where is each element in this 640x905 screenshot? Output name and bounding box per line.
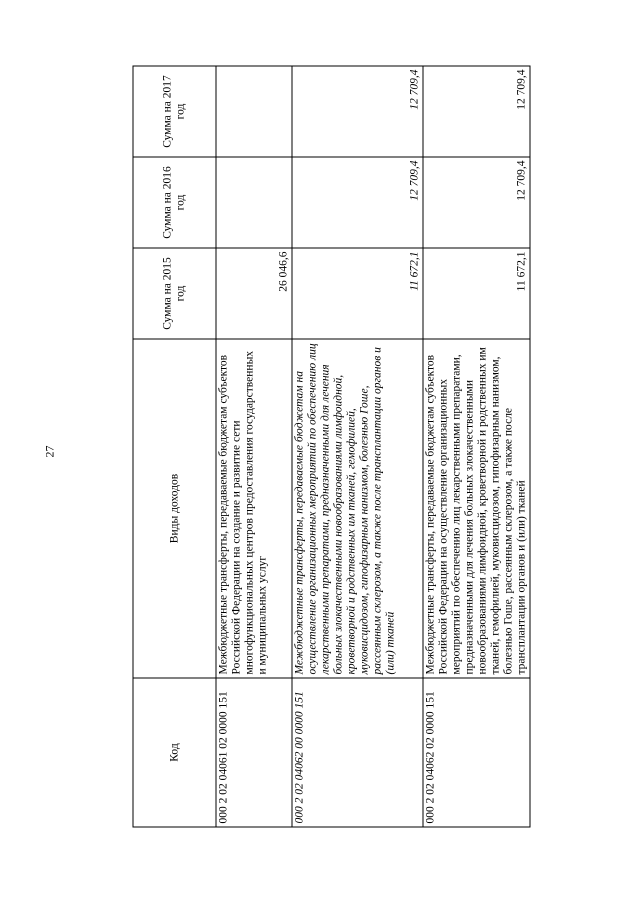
table-row [292, 66, 423, 827]
cell-code: 000 2 02 04062 00 0000 151 [292, 678, 423, 827]
cell-sum-2016: 12 709,4 [423, 157, 530, 248]
table-row [423, 66, 530, 827]
cell-code: 000 2 02 04061 02 0000 151 [216, 678, 292, 827]
header-sum-2017: Сумма на 2017 год [133, 66, 216, 157]
header-code: Код [133, 678, 216, 827]
cell-sum-2017: 12 709,4 [292, 66, 423, 157]
header-income-type: Виды доходов [133, 339, 216, 678]
table-header-row [133, 66, 216, 827]
table-row [216, 66, 292, 827]
cell-sum-2017: 12 709,4 [423, 66, 530, 157]
rotated-table-container [132, 69, 527, 828]
cell-code: 000 2 02 04062 02 0000 151 [423, 678, 530, 827]
cell-sum-2016 [216, 157, 292, 248]
header-sum-2016: Сумма на 2016 год [133, 157, 216, 248]
cell-income-type: Межбюджетные трансферты, передаваемые бюджетам субъектов Российской Федерации на создание и развитие сети многофункциональных центров предоставления государственных и муниципальных услуг [216, 339, 292, 678]
cell-sum-2017 [216, 66, 292, 157]
cell-sum-2016: 12 709,4 [292, 157, 423, 248]
cell-income-type: Межбюджетные трансферты, передаваемые бюджетам на осуществление организационных мероприятий по обеспечению лиц лекарственными препаратами, предназначенными для лечения больных злокачественными новообразованиями лимфоидной, кроветворной и родственных им тканей, гемофилией, муковисцидозом, гипофизарным нанизмом, болезнью Гоше, рассеянным склерозом, а также после трансплантации органов и (или) тканей [292, 339, 423, 678]
income-table [132, 66, 530, 828]
cell-sum-2015: 11 672,1 [292, 248, 423, 339]
cell-sum-2015: 11 672,1 [423, 248, 530, 339]
cell-sum-2015: 26 046,6 [216, 248, 292, 339]
cell-income-type: Межбюджетные трансферты, передаваемые бюджетам субъектов Российской Федерации на осуществление организационных мероприятий по обеспечению лиц лекарственными препаратами, предназначенными для лечения больных злокачественными новообразованиями лимфоидной, кроветворной и родственных им тканей, гемофилией, муковисцидозом, гипофизарным нанизмом, болезнью Гоше, рассеянным склерозом, а также после трансплантации органов и (или) тканей [423, 339, 530, 678]
page-number: 27 [42, 445, 57, 458]
header-sum-2015: Сумма на 2015 год [133, 248, 216, 339]
